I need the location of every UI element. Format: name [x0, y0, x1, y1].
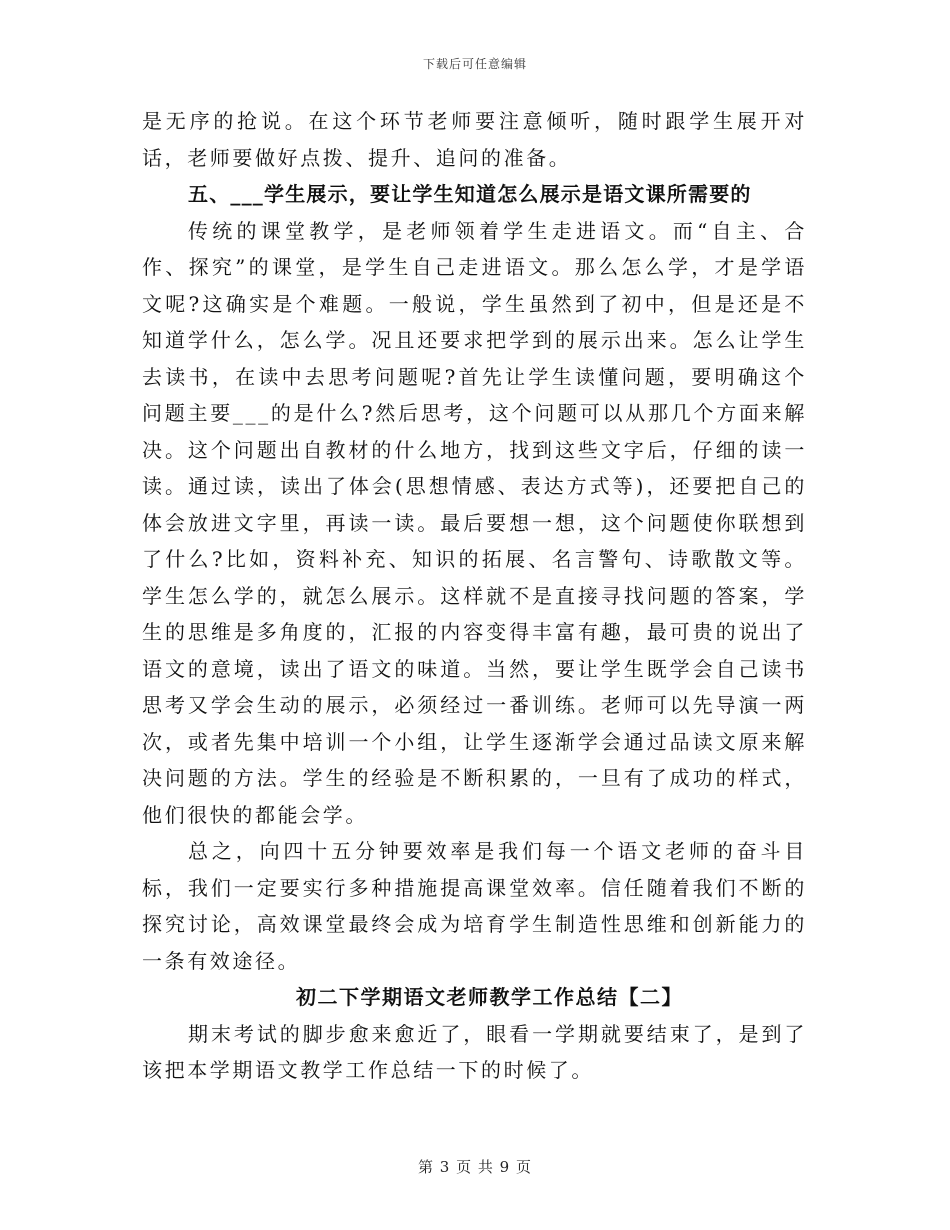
section-heading-five: 五、___学生展示，要让学生知道怎么展示是语文课所需要的 — [188, 182, 752, 206]
paragraph-conclusion: 总之，向四十五分钟要效率是我们每一个语文老师的奋斗目标，我们一定要实行多种措施提高课堂效率。信任随着我们不断的探究讨论，高效课堂最终会成为培育学生制造性思维和创新能力的一条有效途径。 — [142, 839, 807, 973]
page-number: 第 3 页 共 9 页 — [418, 1158, 532, 1176]
paragraph-traditional-teaching: 传统的课堂教学，是老师领着学生走进语文。而“自主、合作、探究”的课堂，是学生自己走进语文。那么怎么学，才是学语文呢?这确实是个难题。一般说，学生虽然到了初中，但是还是不知道学什么，怎么学。况且还要求把学到的展示出来。怎么让学生去读书，在读中去思考问题呢?首先让学生读懂问题，要明确这个问题主要___的是什么?然后思考，这个问题可以从那几个方面来解决。这个问题出自教材的什么地方，找到这些文字后，仔细的读一读。通过读，读出了体会(思想情感、表达方式等)，还要把自己的体会放进文字里，再读一读。最后要想一想，这个问题使你联想到了什么?比如，资料补充、知识的拓展、名言警句、诗歌散文等。学生怎么学的，就怎么展示。这样就不是直接寻找问题的答案，学生的思维是多角度的，汇报的内容变得丰富有趣，最可贵的说出了语文的意境，读出了语文的味道。当然，要让学生既学会自己读书思考又学会生动的展示，必须经过一番训练。老师可以先导演一两次，或者先集中培训一个小组，让学生逐渐学会通过品读文原来解决问题的方法。学生的经验是不断积累的，一旦有了成功的样式，他们很快的都能会学。 — [142, 218, 807, 827]
paragraph-continuation: 是无序的抢说。在这个环节老师要注意倾听，随时跟学生展开对话，老师要做好点拨、提升、追问的准备。 — [142, 109, 807, 170]
article-title-two: 初二下学期语文老师教学工作总结【二】 — [296, 985, 683, 1009]
header-note: 下载后可任意编辑 — [422, 57, 527, 71]
paragraph-exam-approaching: 期末考试的脚步愈来愈近了，眼看一学期就要结束了，是到了该把本学期语文教学工作总结一下的时候了。 — [142, 1021, 807, 1082]
document-body — [142, 103, 807, 1089]
